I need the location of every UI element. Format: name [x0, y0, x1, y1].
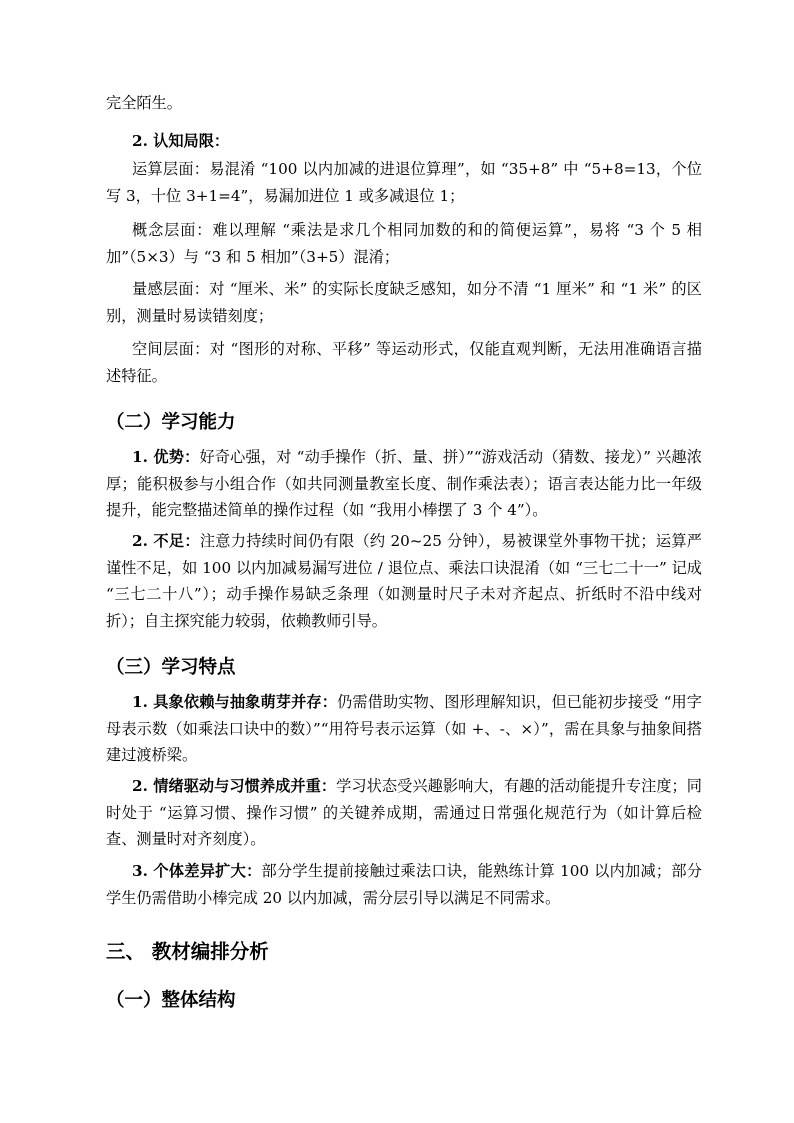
feature-1-label: 1. 具象依赖与抽象萌芽并存：: [132, 693, 338, 711]
paragraph-feature-1: [106, 689, 702, 769]
overall-structure-heading: （一）整体结构: [106, 990, 236, 1011]
strengths-text: 好奇心强，对 “动手操作（折、量、拼）”“游戏活动（猜数、接龙）” 兴趣浓厚；能积极参与小组合作（如共同测量教室长度、制作乘法表）；语言表达能力比一年级提升，能完整描述简单的操作过程（如 “我用小棒摆了 3 个 4”）。: [106, 448, 702, 519]
strengths-label: 1. 优势：: [132, 448, 200, 466]
paragraph-spatial-level: 空间层面：对 “图形的对称、平移” 等运动形式，仅能直观判断，无法用准确语言描述特征。: [106, 340, 702, 385]
section-learning-ability-heading: （二）学习能力: [106, 412, 236, 433]
feature-3-label: 3. 个体差异扩大：: [132, 862, 262, 880]
paragraph-concept-level: 概念层面：难以理解 “乘法是求几个相同加数的和的简便运算”，易将 “3 个 5 相加”（5×3）与 “3 和 5 相加”（3+5）混淆；: [106, 221, 702, 266]
feature-3-text: 部分学生提前接触过乘法口诀，能熟练计算 100 以内加减；部分学生仍需借助小棒完成 20 以内加减，需分层引导以满足不同需求。: [106, 862, 702, 907]
paragraph-measurement-level: 量感层面：对 “厘米、米” 的实际长度缺乏感知，如分不清 “1 厘米” 和 “1 米” 的区别，测量时易读错刻度；: [106, 280, 702, 325]
paragraph-operation-level: 运算层面：易混淆 “100 以内加减的进退位算理”，如 “35+8” 中 “5+8=13，个位写 3，十位 3+1=4”，易漏加进位 1 或多减退位 1；: [106, 160, 702, 205]
paragraph-feature-2: [106, 773, 702, 853]
feature-1-text: 仍需借助实物、图形理解知识，但已能初步接受 “用字母表示数（如乘法口诀中的数）”“用符号表示运算（如 +、-、×）”，需在具象与抽象间搭建过渡桥梁。: [106, 693, 702, 764]
paragraph-feature-3: [106, 858, 702, 911]
section-learning-features-heading: （三）学习特点: [106, 657, 236, 678]
weaknesses-text: 注意力持续时间仍有限（约 20~25 分钟），易被课堂外事物干扰；运算严谨性不足，如 100 以内加减易漏写进位 / 退位点、乘法口诀混淆（如 “三七二十一” 记成 “三七二十八”）；动手操作易缺乏条理（如测量时尺子未对齐起点、折纸时不沿中线对折）；自主探究能力较弱，依赖教师引导。: [106, 532, 702, 630]
cognitive-limits-heading: 2. 认知局限：: [132, 132, 230, 150]
paragraph-continuation: 完全陌生。: [106, 94, 182, 112]
feature-2-text: 学习状态受兴趣影响大，有趣的活动能提升专注度；同时处于 “运算习惯、操作习惯” 的关键养成期，需通过日常强化规范行为（如计算后检查、测量时对齐刻度）。: [106, 777, 702, 848]
section-3-heading: 三、 教材编排分析: [106, 940, 269, 963]
feature-2-label: 2. 情绪驱动与习惯养成并重：: [132, 777, 337, 795]
paragraph-strengths: [106, 444, 702, 524]
weaknesses-label: 2. 不足：: [132, 532, 200, 550]
paragraph-weaknesses: [106, 528, 702, 634]
